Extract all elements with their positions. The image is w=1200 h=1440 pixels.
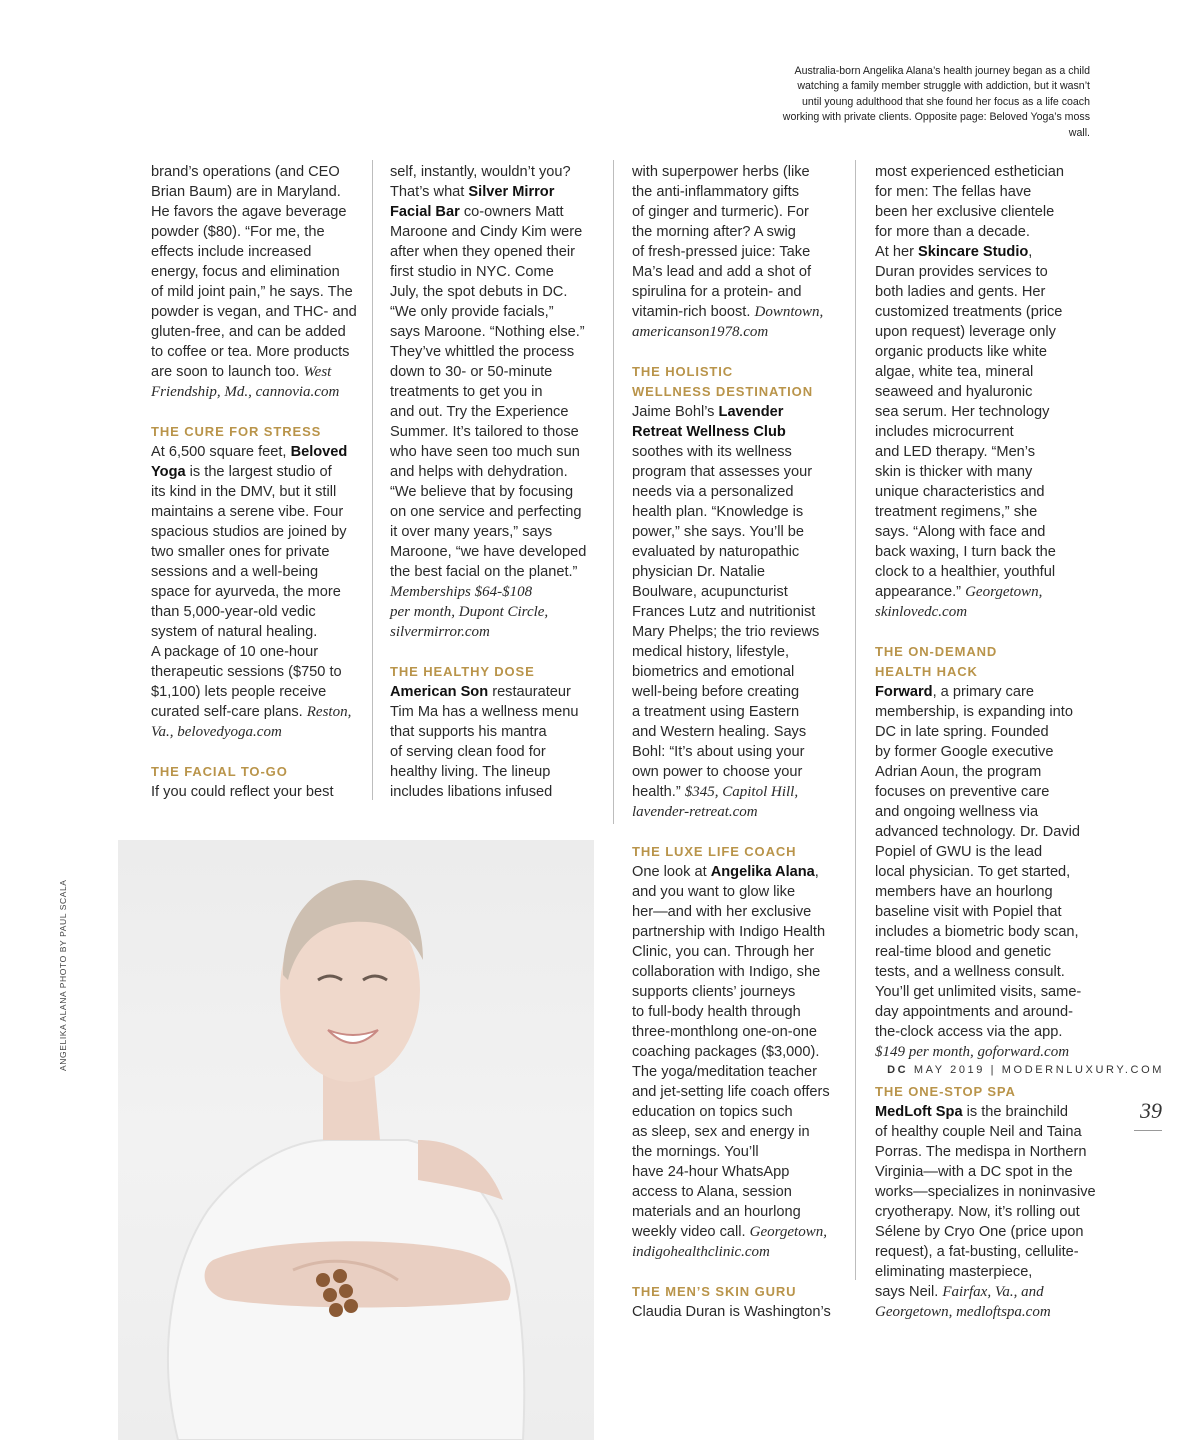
col3-text: program that assesses your [632, 464, 813, 480]
footer-brand: DC [887, 1064, 909, 1076]
col1-text: powder ($80). “For me, the [151, 224, 325, 240]
venue-name: Forward [875, 684, 933, 700]
col3-text: evaluated by naturopathic [632, 544, 800, 560]
location-url: americanson1978.com [632, 324, 769, 340]
col2-text: self, instantly, wouldn’t you? [390, 164, 571, 180]
col4-text: of healthy couple Neil and Taina [875, 1124, 1082, 1140]
location-url: Georgetown, medloftspa.com [875, 1304, 1051, 1320]
col4-text: and LED therapy. “Men’s [875, 444, 1036, 460]
col2-lines [390, 702, 586, 802]
section-heading: THE MEN’S SKIN GURU [632, 1284, 797, 1299]
portrait-photo [118, 840, 594, 1440]
col1-text: sessions and a well-being [151, 564, 319, 580]
col2-text: co-owners Matt [463, 204, 564, 220]
section-heading: THE ON-DEMAND [875, 644, 998, 659]
venue-name: Skincare Studio [918, 244, 1029, 260]
col3-text: of ginger and turmeric). For [632, 204, 809, 220]
col4-text: Duran provides services to [875, 264, 1048, 280]
col2-text: Maroone, “we have developed [390, 544, 587, 560]
col4-text: Porras. The medispa in Northern [875, 1144, 1087, 1160]
col3-text: partnership with Indigo Health [632, 924, 826, 940]
col3-text: Mary Phelps; the trio reviews [632, 624, 820, 640]
location-url: Va., belovedyoga.com [151, 724, 282, 740]
col4-text: real-time blood and genetic [875, 944, 1052, 960]
col2-text: it over many years,” says [390, 524, 553, 540]
column-4 [875, 162, 1096, 1322]
col3-text: weekly video call. [632, 1224, 746, 1240]
col3-text: and jet-setting life coach offers [632, 1084, 830, 1100]
col3-text: the anti-inflammatory gifts [632, 184, 800, 200]
location: $345, Capitol Hill, [684, 784, 799, 800]
col3-text: Jaime Bohl’s [632, 404, 715, 420]
footer-issue: MAY 2019 [913, 1064, 985, 1076]
col4-text: request), a fat-busting, cellulite- [875, 1244, 1079, 1260]
section-heading: THE LUXE LIFE COACH [632, 844, 797, 859]
venue-name: Yoga [151, 464, 186, 480]
col4-text: most experienced esthetician [875, 164, 1065, 180]
page-number: 39 [1140, 1098, 1162, 1123]
col4-lines [875, 162, 1096, 242]
page-footer [887, 1064, 1164, 1076]
col3-text: as sleep, sex and energy in [632, 1124, 810, 1140]
col3-text: health.” [632, 784, 681, 800]
col4-text: Sélene by Cryo One (price upon [875, 1224, 1084, 1240]
column-rule-3 [855, 160, 856, 1280]
col4-text: At her [875, 244, 914, 260]
footer-separator: | [990, 1064, 997, 1076]
col2-text: down to 30- or 50-minute [390, 364, 553, 380]
col4-lines [875, 1122, 1096, 1282]
col2-text: Maroone and Cindy Kim were [390, 224, 583, 240]
location: silvermirror.com [390, 624, 490, 640]
col4-text: Virginia—with a DC spot in the [875, 1164, 1073, 1180]
location: Memberships $64-$108 [390, 584, 533, 600]
col4-text: appearance.” [875, 584, 962, 600]
col4-text: by former Google executive [875, 744, 1054, 760]
col4-text: sea serum. Her technology [875, 404, 1050, 420]
col1-text: energy, focus and elimination [151, 264, 340, 280]
col4-text: skin is thicker with many [875, 464, 1033, 480]
col2-text: Summer. It’s tailored to those [390, 424, 579, 440]
col2-text: says Maroone. “Nothing else.” [390, 324, 585, 340]
col3-text: Bohl: “It’s about using your [632, 744, 805, 760]
col1-text: are soon to launch too. [151, 364, 300, 380]
section-heading: THE CURE FOR STRESS [151, 424, 322, 439]
col4-text: cryotherapy. Now, it’s rolling out [875, 1204, 1080, 1220]
col4-text: local physician. To get started, [875, 864, 1071, 880]
col3-text: Clinic, you can. Through her [632, 944, 815, 960]
col4-text: customized treatments (price [875, 304, 1063, 320]
col3-text: biometrics and emotional [632, 664, 795, 680]
col1-text: system of natural healing. [151, 624, 318, 640]
photo-caption: Australia-born Angelika Alana’s health journey began as a child watching a family member struggle with addiction, but it wasn’t until young adulthood that she found her focus as a life coach working with private clients. Opposite page: Beloved Yoga’s moss wall. [782, 65, 1090, 139]
col1-text: $1,100) lets people receive [151, 684, 327, 700]
location-url: indigohealthclinic.com [632, 1244, 770, 1260]
location: per month, Dupont Circle, [390, 604, 549, 620]
col1-text: If you could reflect your best [151, 784, 334, 800]
col1-text: therapeutic sessions ($750 to [151, 664, 342, 680]
col3-text: have 24-hour WhatsApp [632, 1164, 790, 1180]
col2-text: Tim Ma has a wellness menu [390, 704, 579, 720]
col3-lines [632, 442, 831, 782]
location: Georgetown, [749, 1224, 827, 1240]
col2-text: of serving clean food for [390, 744, 546, 760]
col4-text: is the brainchild [966, 1104, 1069, 1120]
col3-text: the morning after? A swig [632, 224, 796, 240]
col1-text: than 5,000-year-old vedic [151, 604, 316, 620]
col4-text: baseline visit with Popiel that [875, 904, 1062, 920]
col1-text: He favors the agave beverage [151, 204, 347, 220]
col3-text: Claudia Duran is Washington’s [632, 1304, 831, 1320]
col3-text: Frances Lutz and nutritionist [632, 604, 816, 620]
column-rule-1 [372, 160, 373, 800]
col1-text: of mild joint pain,” he says. The [151, 284, 353, 300]
col2-text: “We only provide facials,” [390, 304, 554, 320]
col3-text: of fresh-pressed juice: Take [632, 244, 811, 260]
col3-text: a treatment using Eastern [632, 704, 800, 720]
col2-text: after when they opened their [390, 244, 575, 260]
location-url: skinlovedc.com [875, 604, 968, 620]
col2-lines [390, 222, 586, 582]
col4-text: includes a biometric body scan, [875, 924, 1079, 940]
column-rule-2 [613, 160, 614, 824]
col3-text: well-being before creating [632, 684, 800, 700]
col3-text: vitamin-rich boost. [632, 304, 751, 320]
venue-name: MedLoft Spa [875, 1104, 963, 1120]
col4-text: Adrian Aoun, the program [875, 764, 1042, 780]
col3-text: medical history, lifestyle, [632, 644, 790, 660]
col3-text: Boulware, acupuncturist [632, 584, 788, 600]
portrait-illustration [118, 840, 594, 1440]
col4-text: algae, white tea, mineral [875, 364, 1034, 380]
col3-text: the mornings. You’ll [632, 1144, 759, 1160]
col3-text: education on topics such [632, 1104, 793, 1120]
col4-text: and ongoing wellness via [875, 804, 1039, 820]
location: West [303, 364, 332, 380]
col4-text: You’ll get unlimited visits, same- [875, 984, 1082, 1000]
col3-text: supports clients’ journeys [632, 984, 796, 1000]
col1-lines [151, 482, 357, 682]
col2-text: July, the spot debuts in DC. [390, 284, 568, 300]
photo-credit-text: ANGELIKA ALANA PHOTO BY PAUL SCALA [58, 879, 68, 1071]
col1-text: A package of 10 one-hour [151, 644, 319, 660]
location-url: lavender-retreat.com [632, 804, 758, 820]
col3-text: , [814, 864, 819, 880]
col1-text: is the largest studio of [189, 464, 332, 480]
col2-text: the best facial on the planet.” [390, 564, 578, 580]
col3-text: materials and an hourlong [632, 1204, 801, 1220]
column-3 [632, 162, 831, 1322]
col4-text: treatment regimens,” she [875, 504, 1038, 520]
col4-text: clock to a healthier, youthful [875, 564, 1056, 580]
col2-text: That’s what [390, 184, 465, 200]
venue-name: Silver Mirror [468, 184, 555, 200]
col3-lines [632, 882, 831, 1222]
col4-text: , a primary care [932, 684, 1034, 700]
col4-text: been her exclusive clientele [875, 204, 1055, 220]
col1-text: to coffee or tea. More products [151, 344, 350, 360]
col4-text: focuses on preventive care [875, 784, 1050, 800]
col4-text: says. “Along with face and [875, 524, 1046, 540]
col2-text: healthy living. The lineup [390, 764, 551, 780]
col3-text: power,” she says. You’ll be [632, 524, 804, 540]
col2-text: They’ve whittled the process [390, 344, 575, 360]
col4-text: members have an hourlong [875, 884, 1053, 900]
col3-text: and you want to glow like [632, 884, 796, 900]
col1-text: curated self-care plans. [151, 704, 303, 720]
col1-text: At 6,500 square feet, [151, 444, 287, 460]
col3-text: One look at [632, 864, 707, 880]
col3-text: needs via a personalized [632, 484, 794, 500]
column-2 [390, 162, 586, 802]
col2-text: treatments to get you in [390, 384, 543, 400]
col4-text: advanced technology. Dr. David [875, 824, 1080, 840]
col2-text: includes libations infused [390, 784, 553, 800]
col4-text: organic products like white [875, 344, 1047, 360]
col2-text: who have seen too much sun [390, 444, 580, 460]
col1-text: space for ayurveda, the more [151, 584, 341, 600]
col4-text: DC in late spring. Founded [875, 724, 1049, 740]
location: Georgetown, [965, 584, 1043, 600]
col4-text: upon request) leverage only [875, 324, 1056, 340]
col4-text: seaweed and hyaluronic [875, 384, 1033, 400]
venue-name: Beloved [290, 444, 348, 460]
col4-text: says Neil. [875, 1284, 939, 1300]
section-heading: THE HEALTHY DOSE [390, 664, 535, 679]
col1-text: two smaller ones for private [151, 544, 330, 560]
col4-text: tests, and a wellness consult. [875, 964, 1065, 980]
venue-name: Lavender [718, 404, 784, 420]
footer-site: MODERNLUXURY.COM [1001, 1064, 1164, 1076]
col4-text: for men: The fellas have [875, 184, 1032, 200]
col4-lines [875, 262, 1096, 582]
col1-text: brand’s operations (and CEO [151, 164, 340, 180]
col4-text: back waxing, I turn back the [875, 544, 1056, 560]
col3-text: physician Dr. Natalie [632, 564, 766, 580]
column-1 [151, 162, 357, 802]
col3-text: and Western healing. Says [632, 724, 807, 740]
col3-text: three-monthlong one-on-one [632, 1024, 817, 1040]
col3-text: soothes with its wellness [632, 444, 792, 460]
col3-text: Ma’s lead and add a shot of [632, 264, 812, 280]
location: $149 per month, goforward.com [875, 1044, 1070, 1060]
col4-text: includes microcurrent [875, 424, 1014, 440]
section-heading: THE ONE-STOP SPA [875, 1084, 1016, 1099]
venue-name: Retreat Wellness Club [632, 424, 786, 440]
col3-lines [632, 162, 831, 302]
folio-rule [1134, 1130, 1162, 1131]
col2-text: on one service and perfecting [390, 504, 582, 520]
venue-name: Facial Bar [390, 204, 460, 220]
col4-text: eliminating masterpiece, [875, 1264, 1033, 1280]
col2-text: and helps with dehydration. [390, 464, 568, 480]
col4-text: for more than a decade. [875, 224, 1030, 240]
col1-text: gluten-free, and can be added [151, 324, 346, 340]
col4-text: the-clock access via the app. [875, 1024, 1063, 1040]
col1-text: maintains a serene vibe. Four [151, 504, 344, 520]
section-heading: WELLNESS DESTINATION [632, 384, 813, 399]
col3-text: The yoga/meditation teacher [632, 1064, 817, 1080]
location-url: Friendship, Md., cannovia.com [151, 384, 340, 400]
col4-lines [875, 702, 1096, 1042]
col4-text: works—specializes in noninvasive [875, 1184, 1096, 1200]
col3-text: coaching packages ($3,000). [632, 1044, 820, 1060]
section-heading: THE FACIAL TO-GO [151, 764, 288, 779]
person-name: Angelika Alana [710, 864, 815, 880]
col2-text: restaurateur [492, 684, 571, 700]
col4-text: both ladies and gents. Her [875, 284, 1046, 300]
col2-text: first studio in NYC. Come [390, 264, 554, 280]
col4-text: unique characteristics and [875, 484, 1045, 500]
col3-text: spirulina for a protein- and [632, 284, 802, 300]
col4-text: day appointments and around- [875, 1004, 1073, 1020]
col3-text: her—and with her exclusive [632, 904, 812, 920]
col1-text: Brian Baum) are in Maryland. [151, 184, 341, 200]
venue-name: American Son [390, 684, 489, 700]
col1-text: effects include increased [151, 244, 312, 260]
col3-text: own power to choose your [632, 764, 803, 780]
col2-text: “We believe that by focusing [390, 484, 574, 500]
col3-text: access to Alana, session [632, 1184, 792, 1200]
col3-text: collaboration with Indigo, she [632, 964, 821, 980]
section-heading: HEALTH HACK [875, 664, 978, 679]
location: Reston, [306, 704, 352, 720]
col4-text: , [1028, 244, 1033, 260]
col1-text: powder is vegan, and THC- and [151, 304, 357, 320]
col1-text: spacious studios are joined by [151, 524, 347, 540]
col1-text: its kind in the DMV, but it still [151, 484, 337, 500]
col3-text: to full-body health through [632, 1004, 801, 1020]
col3-text: health plan. “Knowledge is [632, 504, 804, 520]
location: Downtown, [754, 304, 824, 320]
col2-loc [390, 582, 586, 642]
location: Fairfax, Va., and [942, 1284, 1044, 1300]
section-heading: THE HOLISTIC [632, 364, 734, 379]
col1-lines [151, 162, 357, 362]
col4-text: membership, is expanding into [875, 704, 1073, 720]
col2-text: and out. Try the Experience [390, 404, 569, 420]
col4-text: Popiel of GWU is the lead [875, 844, 1043, 860]
col2-text: that supports his mantra [390, 724, 547, 740]
col3-text: with superpower herbs (like [632, 164, 810, 180]
